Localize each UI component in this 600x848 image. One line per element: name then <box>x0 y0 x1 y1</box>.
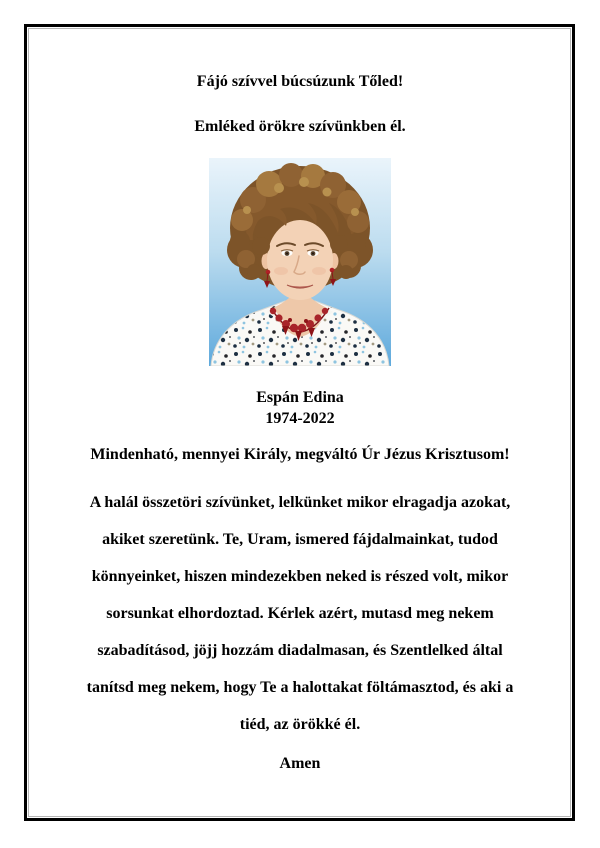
memory-headline: Emléked örökre szívünkben él. <box>194 118 406 135</box>
portrait-photo <box>209 158 391 366</box>
portrait-photo-illustration <box>209 158 391 366</box>
mourning-headline: Fájó szívvel búcsúzunk Tőled! <box>196 73 404 90</box>
prayer-line: könnyeinket, hiszen mindezekben neked is részed volt, mikor <box>91 568 509 585</box>
deceased-name: Espán Edina <box>256 389 344 406</box>
prayer-line: tiéd, az örökké él. <box>239 716 361 733</box>
prayer-intro: Mindenható, mennyei Király, megváltó Úr Jézus Krisztusom! <box>90 446 510 463</box>
prayer-line: akiket szeretünk. Te, Uram, ismered fájdalmainkat, tudod <box>102 531 498 548</box>
prayer-line: tanítsd meg nekem, hogy Te a halottakat föltámasztod, és aki a <box>86 679 514 696</box>
prayer-line: A halál összetöri szívünket, lelkünket mikor elragadja azokat, <box>89 494 511 511</box>
face <box>267 220 333 300</box>
deceased-years: 1974-2022 <box>265 410 335 427</box>
prayer-text <box>30 484 570 743</box>
prayer-line: sorsunkat elhordoztad. Kérlek azért, mutasd meg nekem <box>106 605 494 622</box>
deceased-info <box>30 387 570 429</box>
prayer-line: szabadításod, jöjj hozzám diadalmasan, és Szentlelked által <box>97 642 503 659</box>
prayer-closing: Amen <box>279 755 321 772</box>
